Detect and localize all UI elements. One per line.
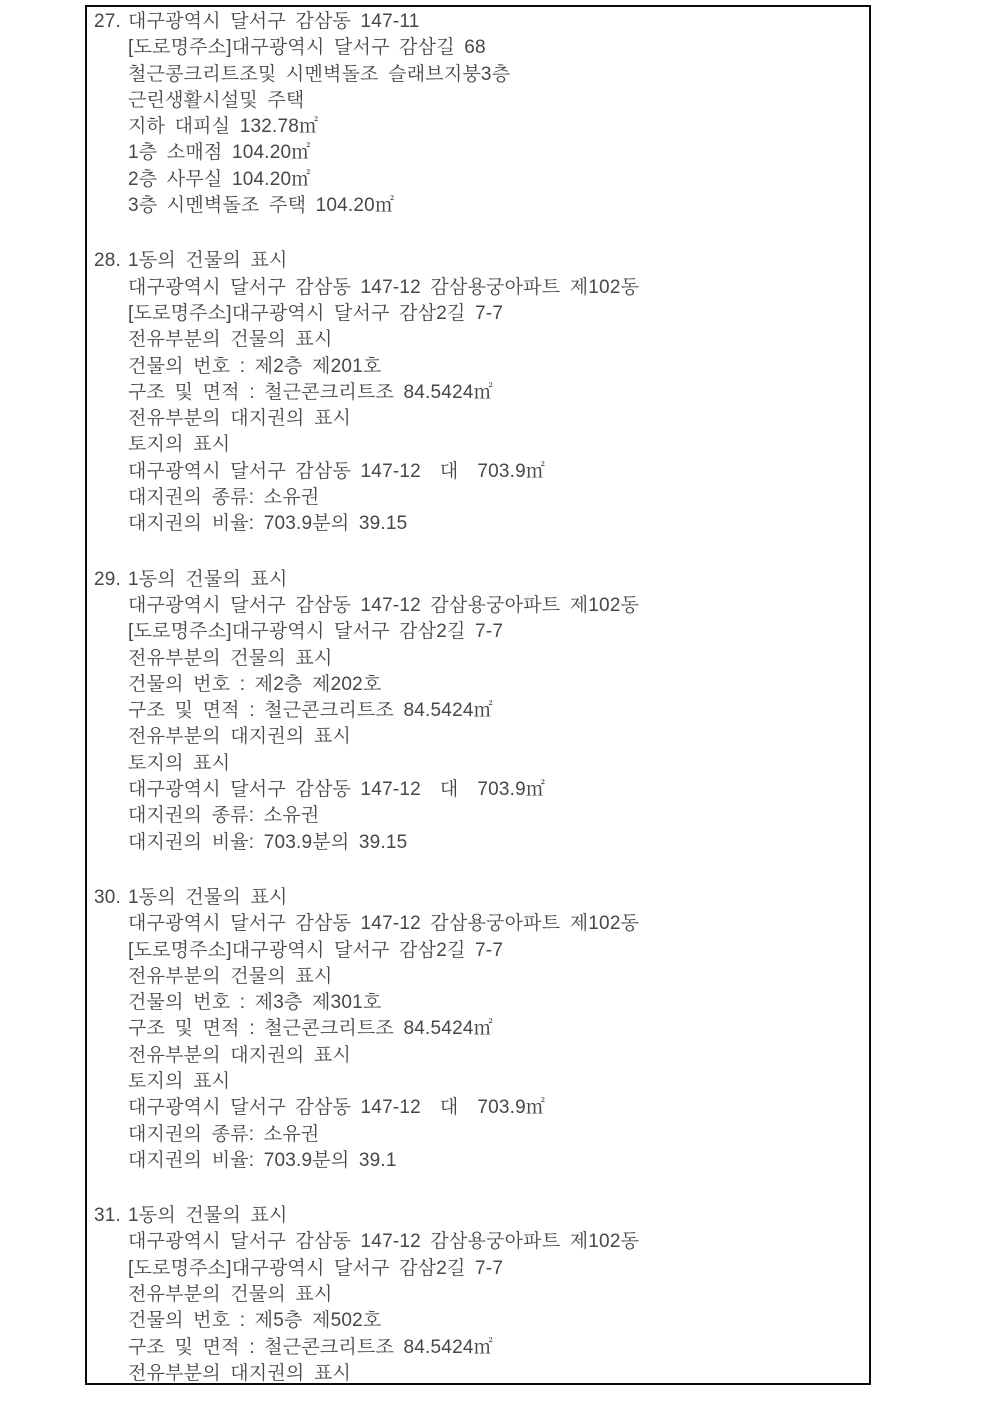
registry-entry-30 — [94, 885, 861, 1174]
entry-line: 대지권의 종류: 소유권 — [128, 1123, 320, 1145]
entry-title: 대구광역시 달서구 감삼동 147-11 — [128, 11, 420, 32]
entry-first-line — [94, 567, 861, 593]
entry-title: 1동의 건물의 표시 — [128, 250, 288, 272]
entry-line: 건물의 번호 : 제3층 제301호 — [128, 992, 382, 1014]
entry-line: 구조 및 면적 : 철근콘크리트조 84.5424㎡ — [128, 381, 493, 403]
entry-first-line — [94, 885, 861, 911]
entry-line: 대지권의 비율: 703.9분의 39.15 — [128, 513, 408, 535]
entry-first-line — [94, 1203, 861, 1229]
entry-line: 전유부분의 건물의 표시 — [128, 647, 333, 669]
entry-line: 대구광역시 달서구 감삼동 147-12 대 703.9㎡ — [128, 779, 546, 801]
registry-entry-31 — [94, 1203, 861, 1385]
entry-line: 대구광역시 달서구 감삼동 147-12 감삼용궁아파트 제102동 — [128, 594, 640, 616]
entry-line: 대지권의 종류: 소유권 — [128, 805, 320, 827]
entry-line: 토지의 표시 — [128, 752, 231, 774]
entry-line: [도로명주소]대구광역시 달서구 감삼2길 7-7 — [128, 302, 504, 324]
entry-line: 구조 및 면적 : 철근콘크리트조 84.5424㎡ — [128, 700, 493, 722]
entry-line: 토지의 표시 — [128, 1070, 231, 1092]
entry-line: [도로명주소]대구광역시 달서구 감삼2길 7-7 — [128, 939, 504, 961]
registry-entry-27 — [94, 9, 861, 219]
entry-line: 대지권의 비율: 703.9분의 39.1 — [128, 1149, 397, 1171]
entry-line: 철근콩크리트조및 시멘벽돌조 슬래브지붕3층 — [128, 63, 511, 85]
entry-line: 건물의 번호 : 제5층 제502호 — [128, 1310, 382, 1332]
entry-line: 전유부분의 대지권의 표시 — [128, 726, 352, 748]
entry-line: 전유부분의 건물의 표시 — [128, 1284, 333, 1306]
entry-line: 1층 소매점 104.20㎡ — [128, 142, 311, 164]
entry-line: 대지권의 비율: 703.9분의 39.15 — [128, 831, 408, 853]
entry-line: 2층 사무실 104.20㎡ — [128, 168, 311, 190]
entry-line: 토지의 표시 — [128, 434, 231, 456]
entry-number: 30. — [94, 886, 122, 908]
entry-number: 29. — [94, 568, 122, 590]
entry-line: 대지권의 종류: 소유권 — [128, 487, 320, 509]
entry-line: 구조 및 면적 : 철근콘크리트조 84.5424㎡ — [128, 1018, 493, 1040]
entry-line: 근린생활시설및 주택 — [128, 89, 305, 111]
entry-line: 3층 시멘벽돌조 주택 104.20㎡ — [128, 195, 395, 217]
entry-line: 대구광역시 달서구 감삼동 147-12 감삼용궁아파트 제102동 — [128, 276, 640, 298]
entry-line: 전유부분의 대지권의 표시 — [128, 408, 352, 430]
entry-line: 대구광역시 달서구 감삼동 147-12 대 703.9㎡ — [128, 1097, 546, 1119]
document-content — [94, 9, 861, 1385]
entry-line: 건물의 번호 : 제2층 제201호 — [128, 355, 382, 377]
entry-number: 27. — [94, 11, 122, 32]
entry-title: 1동의 건물의 표시 — [128, 886, 288, 908]
entry-line: [도로명주소]대구광역시 달서구 감삼2길 7-7 — [128, 1257, 504, 1279]
entry-line: 대구광역시 달서구 감삼동 147-12 감삼용궁아파트 제102동 — [128, 913, 640, 935]
entry-line: [도로명주소]대구광역시 달서구 감삼2길 7-7 — [128, 621, 504, 643]
entry-number: 31. — [94, 1205, 122, 1227]
entry-first-line — [94, 248, 861, 274]
entry-line: 건물의 번호 : 제2층 제202호 — [128, 673, 382, 695]
entry-title: 1동의 건물의 표시 — [128, 1205, 288, 1227]
registry-entry-28 — [94, 248, 861, 537]
entry-line: 지하 대피실 132.78㎡ — [128, 116, 319, 138]
entry-line: [도로명주소]대구광역시 달서구 감삼길 68 — [128, 37, 486, 59]
entry-line: 대구광역시 달서구 감삼동 147-12 감삼용궁아파트 제102동 — [128, 1231, 640, 1253]
entry-number: 28. — [94, 250, 122, 272]
entry-line: 전유부분의 건물의 표시 — [128, 329, 333, 351]
registry-entry-29 — [94, 567, 861, 856]
entry-line: 전유부분의 대지권의 표시 — [128, 1362, 352, 1384]
entry-line: 전유부분의 대지권의 표시 — [128, 1044, 352, 1066]
entry-line: 전유부분의 건물의 표시 — [128, 965, 333, 987]
entry-first-line — [94, 9, 861, 35]
entry-title: 1동의 건물의 표시 — [128, 568, 288, 590]
document-border-frame — [85, 5, 871, 1385]
entry-line: 구조 및 면적 : 철근콘크리트조 84.5424㎡ — [128, 1336, 493, 1358]
entry-line: 대구광역시 달서구 감삼동 147-12 대 703.9㎡ — [128, 460, 546, 482]
